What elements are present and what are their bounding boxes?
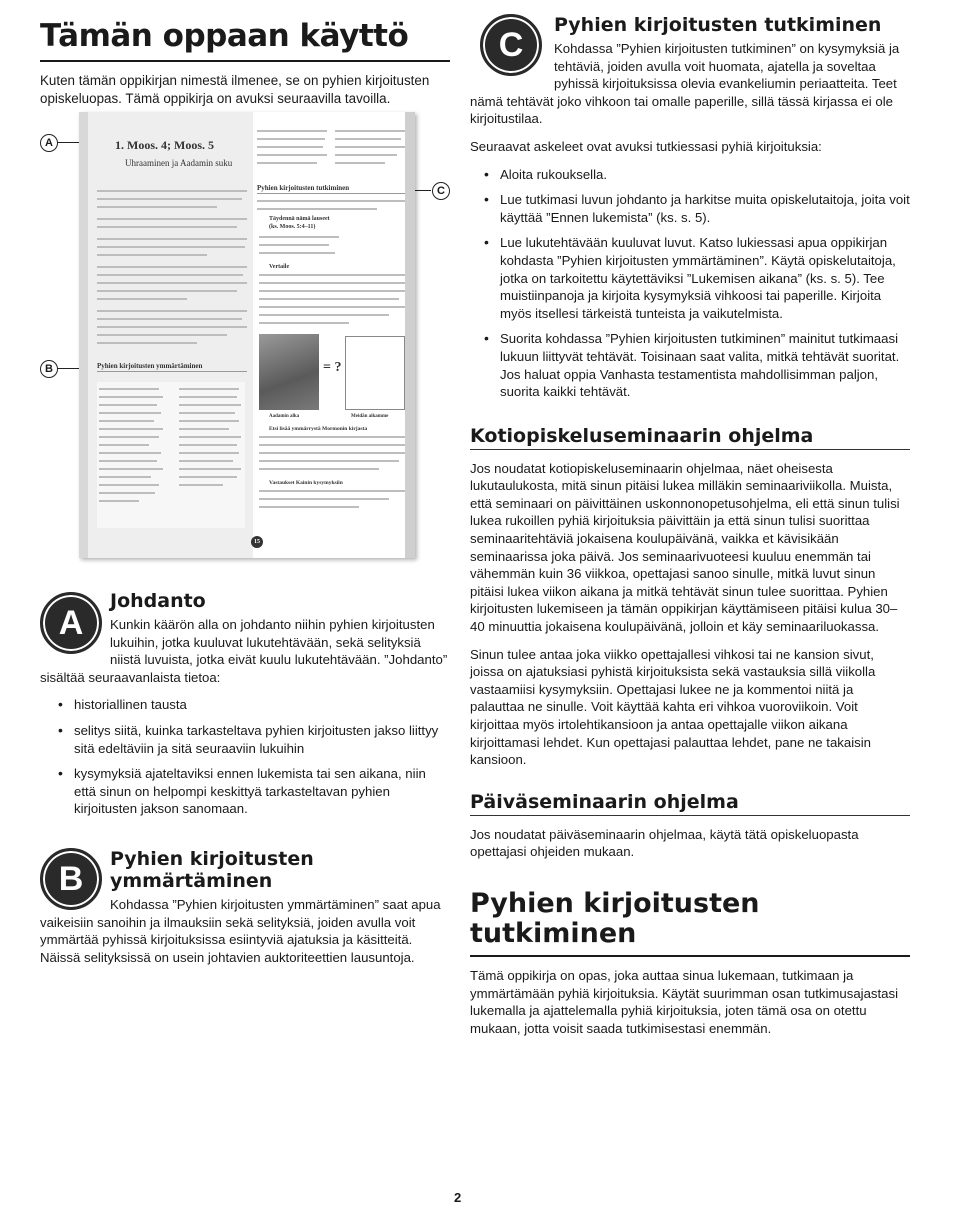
marker-c: C bbox=[432, 182, 450, 200]
thumbnail-box-a: Täydennä nämä lauseet bbox=[269, 216, 330, 222]
johdanto-text: Kunkin käärön alla on johdanto niihin pyhien kirjoitusten lukuihin, jotka kuuluvat lukutehtävään, sekä selityksiä niistä luvuista, jotka eivät kuulu lukutehtävään. ”Johdanto” sisältää seuraavanlaista tietoa: bbox=[40, 617, 448, 685]
kotiopiskelu-paragraph-2: Sinun tulee antaa joka viikko opettajallesi vihkosi tai ne kansion sivut, joissa on ajatuksiasi pyhistä kirjoituksista sekä vastauksia sillä viikolla vastaamiisi kysymyksiin. Opettajasi lukee ne ja kommentoi niitä ja palauttaa ne sinulle. Voit käyttää kahta eri vihkoa vuoroviikoin. Voit kirjoittaa myös irtolehtikansioon ja antaa opettajalle viikon aikana kirjoittamasi lehdet. Kun opettajasi palauttaa lehdet, pane ne takaisin kansioon. bbox=[470, 646, 876, 768]
kotiopiskelu-divider bbox=[470, 449, 910, 450]
tutkiminen2-divider bbox=[470, 955, 910, 957]
left-column bbox=[40, 18, 450, 107]
thumbnail-caption-left: Aadamin alka bbox=[269, 414, 300, 419]
thumbnail-subtitle: Uhraaminen ja Aadamin suku bbox=[125, 158, 233, 168]
ymmartaminen-section bbox=[40, 848, 450, 966]
badge-b: B bbox=[40, 848, 102, 910]
tutkiminen-text: Kohdassa ”Pyhien kirjoitusten tutkiminen” on kysymyksiä ja tehtäviä, joiden avulla voit huomata, ajatella ja soveltaa pyhissä kirjoituksissa olevia evankeliumin periaatteita. Teet nämä tehtävät joko vihkoon tai omalle paperille, sillä tässä kirjassa ei ole kirjoitustilaa. bbox=[470, 41, 900, 127]
list-item: • Aloita rukouksella. bbox=[470, 166, 910, 184]
thumbnail-box-c: Etsi lisää ymmärrystä Mormonin kirjasta bbox=[269, 426, 368, 432]
page-title: Tämän oppaan käyttö bbox=[40, 18, 409, 54]
thumbnail-chapter: 1. Moos. 4; Moos. 5 bbox=[115, 138, 214, 152]
thumbnail-painting bbox=[259, 334, 319, 410]
johdanto-list bbox=[40, 696, 450, 818]
thumbnail-caption-right: Meidän aikamme bbox=[351, 414, 389, 419]
paiva-text: Jos noudatat päiväseminaarin ohjelmaa, käytä tätä opiskeluopasta opettajasi ohjeiden mukaan. bbox=[470, 826, 859, 860]
kotiopiskelu-paragraph-1: Jos noudatat kotiopiskeluseminaarin ohjelmaa, näet oheisesta lukutaulukosta, mitä sinun pitäisi lukea milläkin seminaariviikolla. Muista, että seminaari on päivittäinen uskonnonopetusohjelma, eli että sinun tulisi lukea rukoillen pyhiä kirjoituksia päivittäin ja että sinun tulisi suorittaa seminaaritehtäviä jokaisena koulupäivänä, vaikka et kävisikään seminaarissa joka päivä. Jos seminaarivuoteesi kuuluu enemmän tai vähemmän kuin 36 viikkoa, opettajasi sanoo sinulle, mitkä luvut sinun pitäisi lukea viikon aikana ja mitkä tehtävät sinun tulee suorittaa. Pyhien kirjoitusten lukemiseen ja tämän oppikirjan käyttämiseen pitäisi kulua 30–40 minuuttia jokaisena koulupäivänä, jolloin et käy seminaariluokassa. bbox=[470, 460, 900, 635]
tutkiminen2-text: Tämä oppikirja on opas, joka auttaa sinua lukemaan, tutkimaan ja ymmärtämään pyhiä kirjoituksia. Käytät suurimman osan tutkimusajastasi lukemalla ja ajattelemalla pyhiä kirjoituksia, joten tämä osa on otettu mukaan, jotta voisit saada tutkimisestasi enemmän. bbox=[470, 967, 899, 1036]
title-divider bbox=[40, 60, 450, 62]
list-item: • kysymyksiä ajateltaviksi ennen lukemista tai sen aikana, niin että sinun on helpompi keskittyä tarkasteltavan pyhien kirjoitusten jakson sanomaan. bbox=[40, 765, 450, 818]
thumbnail-section-b-title: Pyhien kirjoitusten ymmärtäminen bbox=[97, 362, 203, 370]
page-number: 2 bbox=[454, 1190, 462, 1205]
thumbnail-box-b: Vertaile bbox=[269, 264, 290, 270]
tutkiminen-list bbox=[470, 166, 910, 401]
thumbnail-box-d: Vastaukset Kainin kysymyksiin bbox=[269, 480, 343, 486]
list-item: • selitys siitä, kuinka tarkasteltava pyhien kirjoitusten jakso liittyy sitä edeltäviin ja sitä seuraaviin lukuihin bbox=[40, 722, 450, 757]
list-item: • Lue tutkimasi luvun johdanto ja harkitse muita opiskelutaitoja, joita voit käyttää ”Ennen lukemista” (ks. s. 5). bbox=[470, 191, 910, 226]
list-item: • Suorita kohdassa ”Pyhien kirjoitusten tutkiminen” mainitut tutkimaasi lukuun liittyvät tehtävät. Toisinaan saat valita, mitkä tehtävät suoritat. Jos haluat oppia Vanhasta testamentista mahdollisimman paljon, suorita kaikki tehtävät. bbox=[470, 330, 910, 400]
intro-text: Kuten tämän oppikirjan nimestä ilmenee, se on pyhien kirjoitusten opiskeluopas. Tämä oppikirja on avuksi seuraavilla tavoilla. bbox=[40, 73, 430, 106]
johdanto-heading: Johdanto bbox=[110, 590, 206, 612]
kotiopiskelu-heading: Kotiopiskeluseminaarin ohjelma bbox=[470, 424, 814, 447]
marker-b: B bbox=[40, 360, 58, 378]
thumbnail-right-edge bbox=[405, 112, 415, 558]
tutkiminen-lead: Seuraavat askeleet ovat avuksi tutkiessasi pyhiä kirjoituksia: bbox=[470, 138, 822, 154]
thumbnail-page-number: 15 bbox=[251, 536, 263, 548]
list-item: • historiallinen tausta bbox=[40, 696, 450, 714]
thumbnail-section-c-title: Pyhien kirjoitusten tutkiminen bbox=[257, 184, 350, 192]
tutkiminen-heading: Pyhien kirjoitusten tutkiminen bbox=[554, 14, 882, 36]
sample-page-thumbnail bbox=[79, 112, 415, 558]
johdanto-section bbox=[40, 590, 450, 818]
list-item: • Lue lukutehtävään kuuluvat luvut. Katso lukiessasi apua oppikirjan kohdasta ”Pyhien kirjoitusten ymmärtäminen”. Käytä opiskelutaitoja, jotka on tarkoitettu käytettäviksi ”Lukemisen aikana” (ks. s. 5). Tee muistiinpanoja ja kirjoita kysymyksiä vihkoosi tai paperille. Kirjoita myös itsellesi tärkeistä tunteista ja vaikutelmista. bbox=[470, 234, 910, 322]
badge-a: A bbox=[40, 592, 102, 654]
tutkiminen2-heading: Pyhien kirjoitusten tutkiminen bbox=[470, 887, 760, 949]
right-column bbox=[470, 14, 910, 1037]
ymmartaminen-heading: Pyhien kirjoitusten ymmärtäminen bbox=[110, 848, 314, 892]
badge-c: C bbox=[480, 14, 542, 76]
thumbnail-equals: = ? bbox=[323, 360, 342, 375]
paiva-heading: Päiväseminaarin ohjelma bbox=[470, 790, 739, 813]
paiva-divider bbox=[470, 815, 910, 816]
marker-a: A bbox=[40, 134, 58, 152]
ymmartaminen-text: Kohdassa ”Pyhien kirjoitusten ymmärtäminen” saat apua vaikeisiin sanoihin ja ilmauksiin sekä selityksiä, joiden avulla voit ymmärtää pyhissä kirjoituksissa esiintyviä ajatuksia ja käsitteitä. Näissä selityksissä on usein johtavien auktoriteettien lausuntoja. bbox=[40, 897, 441, 965]
thumbnail-empty-box bbox=[345, 336, 405, 410]
thumbnail-box-a-ref: (ks. Moos. 5:4–11) bbox=[269, 224, 316, 230]
